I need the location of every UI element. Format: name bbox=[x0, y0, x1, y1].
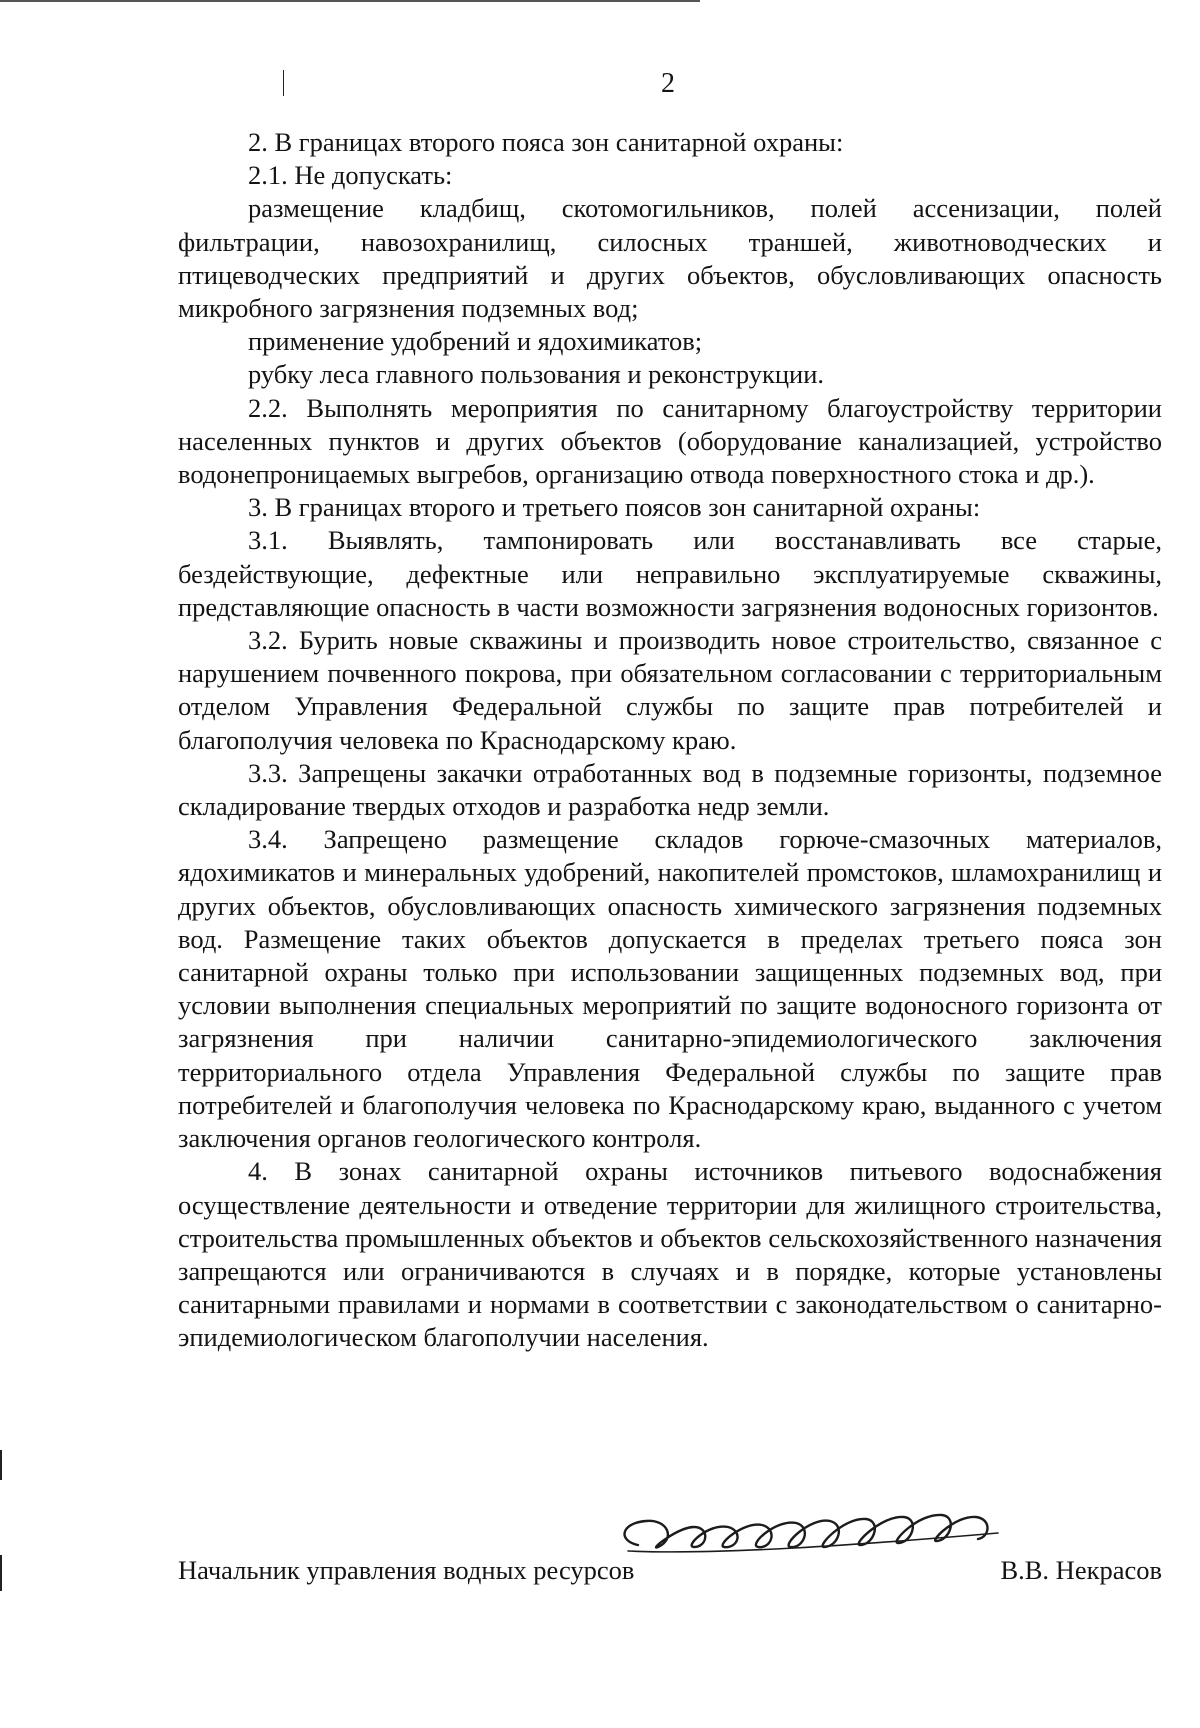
paragraph-3-1: 3.1. Выявлять, тампонировать или восстанавливать все старые, бездействующие, дефектные или неправильно эксплуатируемые скважины, представляющие опасность в части возможности загрязнения водоносных горизонтов. bbox=[178, 525, 1162, 622]
scan-margin-mark bbox=[0, 1450, 2, 1480]
paragraph-3-4: 3.4. Запрещено размещение складов горюче-смазочных материалов, ядохимикатов и минеральных удобрений, накопителей промстоков, шламохранилищ и других объектов, обусловливающих опасность химического загрязнения подземных вод. Размещение таких объектов допускается в пределах третьего пояса зон санитарной охраны только при использовании защищенных подземных вод, при условии выполнения специальных мероприятий по защите водоносного горизонта от загрязнения при наличии санитарно-эпидемиологического заключения территориального отдела Управления Федеральной службы по защите прав потребителей и благополучия человека по Краснодарскому краю, выданного с учетом заключения органов геологического контроля. bbox=[178, 824, 1162, 1154]
signature-block bbox=[178, 1505, 1162, 1585]
signatory-name: В.В. Некрасов bbox=[1000, 1555, 1162, 1585]
paragraph-2-1-b: применение удобрений и ядохимикатов; bbox=[248, 326, 703, 357]
paragraph-3-2: 3.2. Бурить новые скважины и производить новое строительство, связанное с нарушением почвенного покрова, при обязательном согласовании с территориальным отделом Управления Федеральной службы по защите прав потребителей и благополучия человека по Краснодарскому краю. bbox=[178, 625, 1162, 755]
paragraph-2: 2. В границах второго пояса зон санитарной охраны: bbox=[248, 127, 844, 157]
document-body bbox=[178, 126, 1162, 1355]
paragraph-3-3: 3.3. Запрещены закачки отработанных вод в подземные горизонты, подземное складирование твердых отходов и разработка недр земли. bbox=[178, 757, 1162, 822]
paragraph-2-1-c: рубку леса главного пользования и реконструкции. bbox=[248, 359, 825, 390]
scan-margin-mark bbox=[283, 70, 284, 96]
handwritten-signature bbox=[598, 1505, 1038, 1565]
page-number: 2 bbox=[661, 68, 675, 99]
paragraph-4: 4. В зонах санитарной охраны источников питьевого водоснабжения осуществление деятельности и отведение территории для жилищного строительства, строительства промышленных объектов и объектов сельскохозяйственного назначения запрещаются или ограничиваются в случаях и в порядке, которые установлены санитарными правилами и нормами в соответствии с законодательством о санитарно-эпидемиологическом благополучии населения. bbox=[178, 1156, 1162, 1353]
paragraph-2-2: 2.2. Выполнять мероприятия по санитарному благоустройству территории населенных пунктов и других объектов (оборудование канализацией, устройство водонепроницаемых выгребов, организацию отвода поверхностного стока и др.). bbox=[178, 392, 1162, 490]
scan-margin-mark bbox=[0, 1555, 2, 1591]
paragraph-2-1-a: размещение кладбищ, скотомогильников, полей ассенизации, полей фильтрации, навозохранилищ, силосных траншей, животноводческих и птицеводческих предприятий и других объектов, обусловливающих опасность микробного загрязнения подземных вод; bbox=[178, 193, 1162, 324]
paragraph-3: 3. В границах второго и третьего поясов зон санитарной охраны: bbox=[248, 492, 981, 523]
scan-top-rule bbox=[0, 0, 700, 2]
paragraph-2-1: 2.1. Не допускать: bbox=[248, 160, 453, 191]
signatory-position: Начальник управления водных ресурсов bbox=[178, 1555, 635, 1585]
